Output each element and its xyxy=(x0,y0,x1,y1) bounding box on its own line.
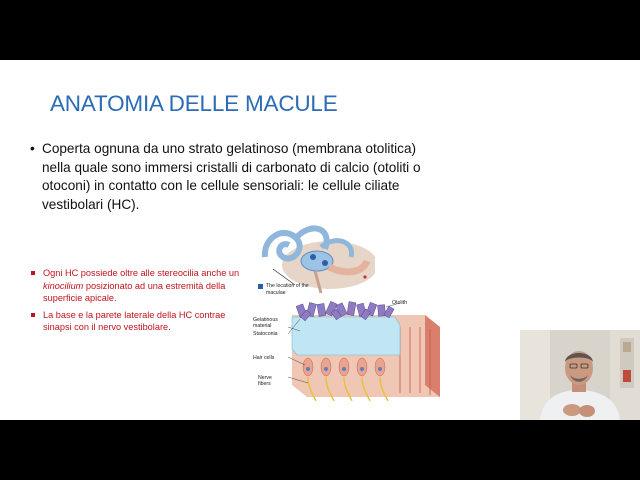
red-bullet-text-italic: kinocilium xyxy=(43,280,84,291)
location-marker-icon xyxy=(258,284,263,289)
macula-cross-section xyxy=(250,297,445,407)
red-bullet-text-before: Ogni HC possiede oltre alle stereocilia anche un xyxy=(43,268,240,278)
label-hair-cells: Hair cells xyxy=(253,355,275,361)
label-nerve-fibers: Nerve fibers xyxy=(258,375,272,387)
presenter-webcam xyxy=(520,330,640,420)
presenter-video-icon xyxy=(520,330,640,420)
bullet-square-icon xyxy=(31,313,35,317)
label-gelatinous-material: Gelatinous material xyxy=(253,317,278,329)
slide-title: ANATOMIA DELLE MACULE xyxy=(50,91,338,116)
main-bullet-text: Coperta ognuna da uno strato gelatinoso (membrana otolitica) nella quale sono immersi cristalli di carbonato di calcio (otoliti o otoconi) in contatto con le cellule sensoriali: le cellule ciliate vestibolari (HC). xyxy=(42,141,421,212)
red-bullet-text-after: posizionato ad una estremità della superficie apicale. xyxy=(43,280,226,303)
red-bullet-item xyxy=(30,309,245,334)
slide xyxy=(0,60,640,420)
red-bullet-list xyxy=(30,267,245,338)
red-bullet-item xyxy=(30,267,245,305)
red-bullet-text: La base e la parete laterale della HC contrae sinapsi con il nervo vestibolare. xyxy=(43,309,226,332)
bullet-square-icon xyxy=(31,271,35,275)
location-label: The location of the maculae xyxy=(266,283,309,296)
label-statoconia: Statoconia xyxy=(253,331,278,337)
label-otolith: Otolith xyxy=(392,300,407,306)
bullet-marker: • xyxy=(30,141,35,156)
